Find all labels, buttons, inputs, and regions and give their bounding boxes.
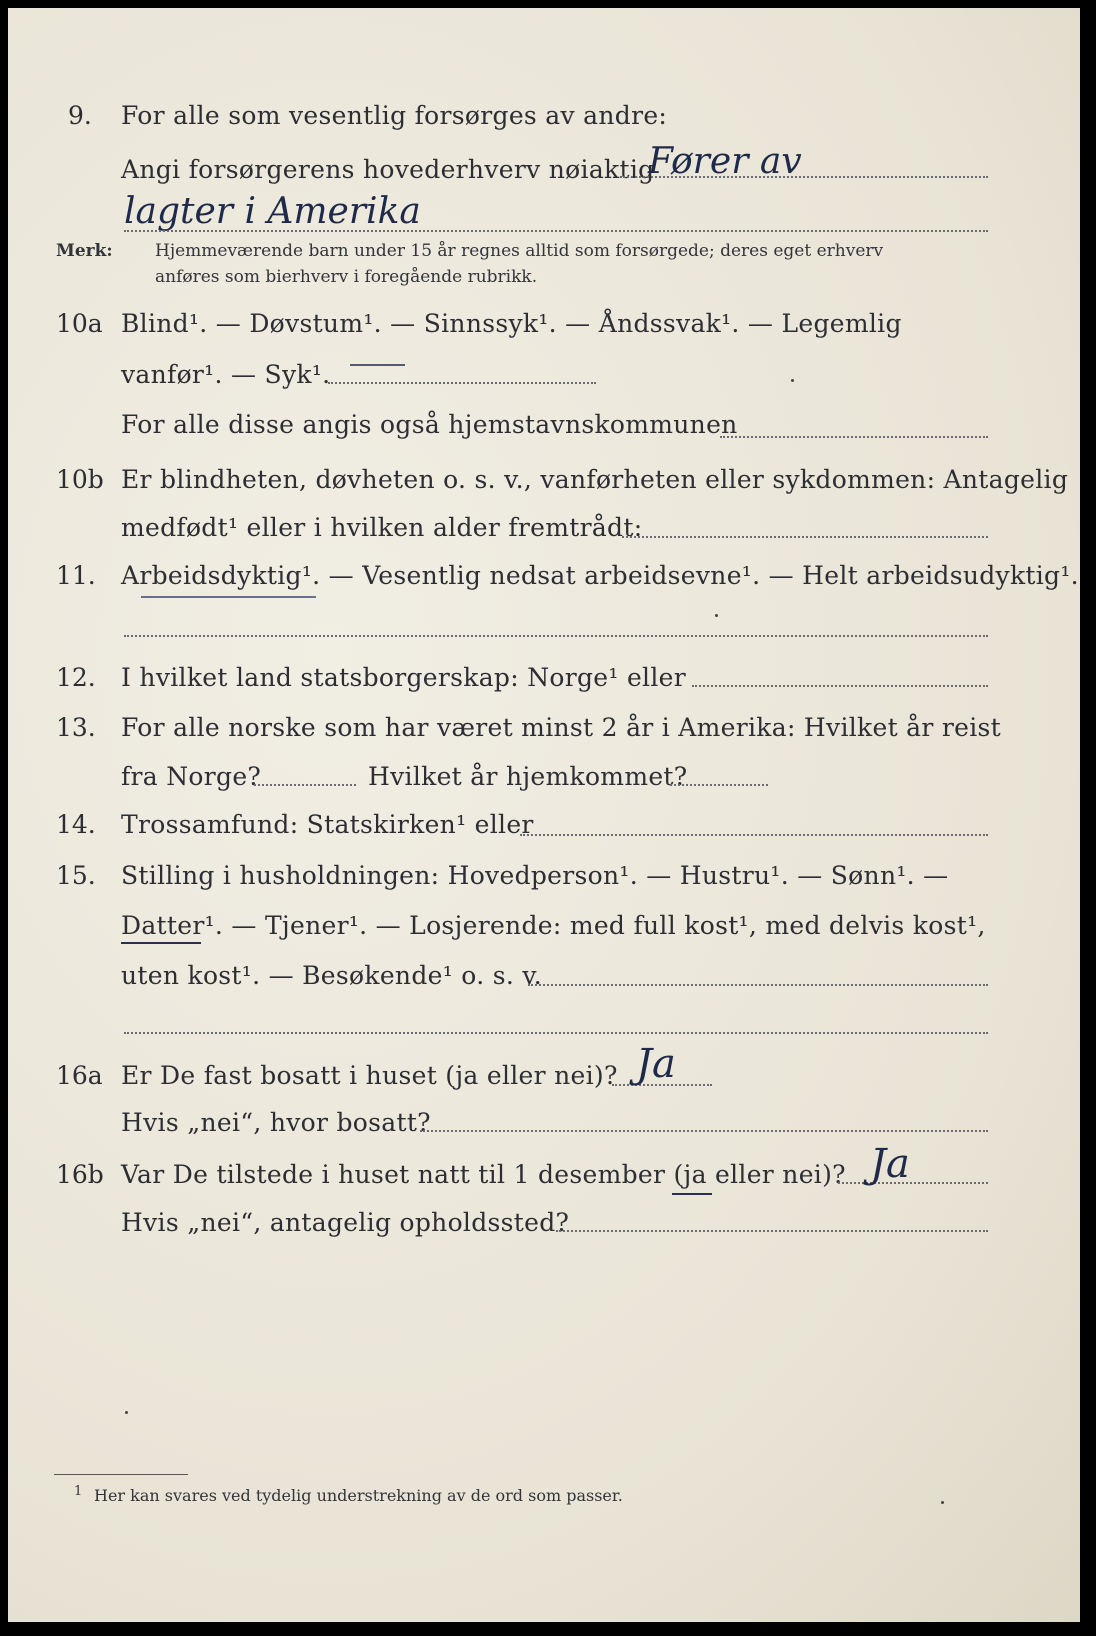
q10a-line1: Blind¹. — Døvstum¹. — Sinnssyk¹. — Åndssvak¹. — Legemlig xyxy=(121,309,902,338)
q13-line2a: fra Norge? xyxy=(121,762,262,791)
q14-answer-line xyxy=(520,834,988,836)
q16b-line1: Var De tilstede i huset natt til 1 desember (ja eller nei)? xyxy=(121,1160,846,1189)
q13-line1: For alle norske som har været minst 2 år i Amerika: Hvilket år reist xyxy=(121,713,1002,742)
q9-number: 9. xyxy=(68,101,92,130)
q16b-number: 16b xyxy=(56,1160,104,1189)
q11-number: 11. xyxy=(56,561,96,590)
q16a-line2: Hvis „nei“, hvor bosatt? xyxy=(121,1108,431,1137)
q10b-number: 10b xyxy=(56,465,104,494)
q15-handwritten-underline xyxy=(121,942,201,944)
footnote-marker: 1 xyxy=(74,1484,83,1499)
footnote-rule xyxy=(54,1474,188,1475)
q10a-line2: vanfør¹. — Syk¹. xyxy=(121,360,331,389)
q16b-answer-line xyxy=(838,1182,988,1184)
q10a-hjemstavn-line xyxy=(720,436,988,438)
q16b-handwritten-answer: Ja xyxy=(870,1141,910,1187)
q9-line2: Angi forsørgerens hovederhverv nøiaktig xyxy=(121,155,655,184)
q14-number: 14. xyxy=(56,810,96,839)
q11-answer-line xyxy=(124,635,988,637)
q10b-line2: medfødt¹ eller i hvilken alder fremtrådt: xyxy=(121,513,643,542)
q12-line1: I hvilket land statsborgerskap: Norge¹ eller xyxy=(121,663,686,692)
q13-reist-line xyxy=(254,784,356,786)
q10a-dash-mark xyxy=(350,364,405,366)
q15-line1: Stilling i husholdningen: Hovedperson¹. — Hustru¹. — Sønn¹. — xyxy=(121,861,949,890)
q14-line1: Trossamfund: Statskirken¹ eller xyxy=(121,810,534,839)
merk-line2: anføres som bierhverv i foregående rubrikk. xyxy=(155,267,538,287)
q15-number: 15. xyxy=(56,861,96,890)
q16b-handwritten-underline xyxy=(672,1193,712,1195)
q16a-handwritten-answer: Ja xyxy=(636,1041,676,1087)
q10a-number: 10a xyxy=(56,309,103,338)
q9-handwritten-answer-2: lagter i Amerika xyxy=(124,191,421,232)
q10a-line3: For alle disse angis også hjemstavnskommunen xyxy=(121,410,738,439)
q10b-line1: Er blindheten, døvheten o. s. v., vanførheten eller sykdommen: Antagelig xyxy=(121,465,1069,494)
q9-answer-line-2 xyxy=(124,230,988,232)
q16b-opholdssted-line xyxy=(556,1230,988,1232)
q16b-line2: Hvis „nei“, antagelig opholdssted? xyxy=(121,1208,570,1237)
ink-spot-3 xyxy=(125,1411,128,1414)
q9-line1: For alle som vesentlig forsørges av andre: xyxy=(121,101,668,130)
q9-handwritten-answer-1: Fører av xyxy=(648,141,802,182)
q12-number: 12. xyxy=(56,663,96,692)
ink-spot xyxy=(791,379,794,382)
q12-answer-line xyxy=(692,685,988,687)
q16a-number: 16a xyxy=(56,1061,103,1090)
q11-handwritten-underline xyxy=(141,596,316,598)
q16a-line1: Er De fast bosatt i huset (ja eller nei)? xyxy=(121,1061,618,1090)
q11-line1: Arbeidsdyktig¹. — Vesentlig nedsat arbeidsevne¹. — Helt arbeidsudyktig¹. xyxy=(121,561,1079,590)
ink-spot-4 xyxy=(941,1501,944,1504)
census-form-page xyxy=(8,8,1080,1622)
q15-answer-line xyxy=(528,984,988,986)
q13-hjemkommet-line xyxy=(670,784,768,786)
q13-line2b: Hvilket år hjemkommet? xyxy=(368,762,688,791)
q15-line2: Datter¹. — Tjener¹. — Losjerende: med full kost¹, med delvis kost¹, xyxy=(121,911,986,940)
footnote-text: Her kan svares ved tydelig understrekning av de ord som passer. xyxy=(94,1486,623,1505)
merk-line1: Hjemmeværende barn under 15 år regnes alltid som forsørgede; deres eget erhverv xyxy=(155,241,884,261)
q10b-answer-line xyxy=(622,536,988,538)
q16a-bosatt-line xyxy=(420,1130,988,1132)
q10a-syk-line xyxy=(328,382,596,384)
q15-line3: uten kost¹. — Besøkende¹ o. s. v. xyxy=(121,961,543,990)
q15-answer-line-2 xyxy=(124,1032,988,1034)
q13-number: 13. xyxy=(56,713,96,742)
ink-spot-2 xyxy=(715,614,718,617)
merk-label: Merk: xyxy=(56,241,113,261)
